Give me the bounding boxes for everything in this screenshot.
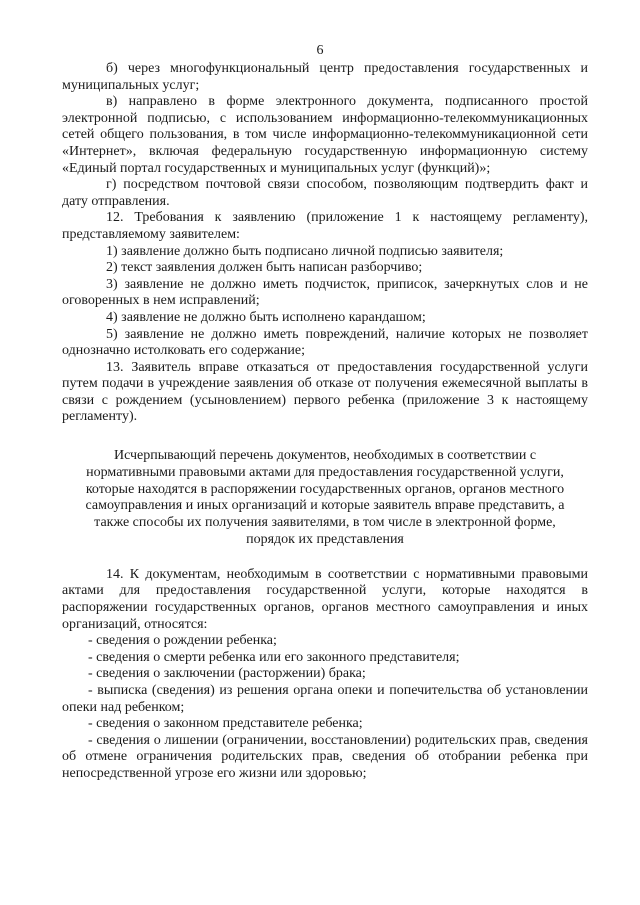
paragraph-g: г) посредством почтовой связи способом, позволяющим подтвердить факт и дату отправления. bbox=[62, 177, 588, 209]
page-number: 6 bbox=[316, 43, 324, 58]
document-item: - выписка (сведения) из решения органа опеки и попечительства об установлении опеки над ребенком; bbox=[62, 683, 588, 715]
document-item: - сведения о законном представителе ребенка; bbox=[88, 716, 363, 732]
document-item: - сведения о смерти ребенка или его законного представителя; bbox=[88, 649, 460, 665]
requirement-2: 2) текст заявления должен быть написан разборчиво; bbox=[106, 260, 423, 276]
document-item: - сведения о заключении (расторжении) брака; bbox=[88, 666, 366, 682]
requirement-5: 5) заявление не должно иметь повреждений, наличие которых не позволяет однозначно истолковать его содержание; bbox=[62, 326, 588, 359]
heading-line: самоуправления и иных организаций и которые заявитель вправе представить, а bbox=[85, 498, 565, 514]
heading-line: также способы их получения заявителями, в том числе в электронной форме, bbox=[94, 515, 556, 531]
paragraph-13: 13. Заявитель вправе отказаться от предоставления государственной услуги путем подачи в учреждение заявления об отказе от получения ежемесячной выплаты в связи с рождением (усыновлением) первого ребенка (приложение 3 к настоящему регламенту). bbox=[62, 359, 588, 425]
paragraph-12: 12. Требования к заявлению (приложение 1 к настоящему регламенту), представляемому заявителем: bbox=[62, 210, 588, 242]
document-item: - сведения о лишении (ограничении, восстановлении) родительских прав, сведения об отмене ограничения родительских прав, сведения об отобрании ребенка при непосредственной угрозе его жизни или здоровью; bbox=[62, 732, 588, 781]
requirement-1: 1) заявление должно быть подписано личной подписью заявителя; bbox=[106, 243, 504, 259]
requirement-4: 4) заявление не должно быть исполнено карандашом; bbox=[106, 309, 426, 325]
paragraph-v: в) направлено в форме электронного документа, подписанного простой электронной подписью, с использованием информационно-телекоммуникационных сетей общего пользования, в том числе информационно-телекоммуникационной сети «Интернет», включая федеральную государственную информационную систему «Единый портал государственных и муниципальных услуг (функций)»; bbox=[62, 94, 588, 176]
heading-line: которые находятся в распоряжении государственных органов, органов местного bbox=[85, 481, 565, 497]
paragraph-b: б) через многофункциональный центр предоставления государственных и муниципальных услуг; bbox=[62, 61, 588, 93]
document-item: - сведения о рождении ребенка; bbox=[88, 633, 277, 649]
heading-line: Исчерпывающий перечень документов, необходимых в соответствии с bbox=[113, 448, 537, 464]
document-body bbox=[62, 61, 588, 783]
section-heading bbox=[62, 448, 588, 549]
requirement-3: 3) заявление не должно иметь подчисток, приписок, зачеркнутых слов и не оговоренных в нем исправлений; bbox=[62, 276, 588, 309]
heading-line: нормативными правовыми актами для предоставления государственной услуги, bbox=[86, 464, 564, 480]
heading-line: порядок их представления bbox=[246, 532, 404, 548]
paragraph-14: 14. К документам, необходимым в соответствии с нормативными правовыми актами для предоставления государственной услуги, которые находятся в распоряжении государственных органов, органов местного самоуправления и иных организаций, относятся: bbox=[62, 566, 588, 632]
